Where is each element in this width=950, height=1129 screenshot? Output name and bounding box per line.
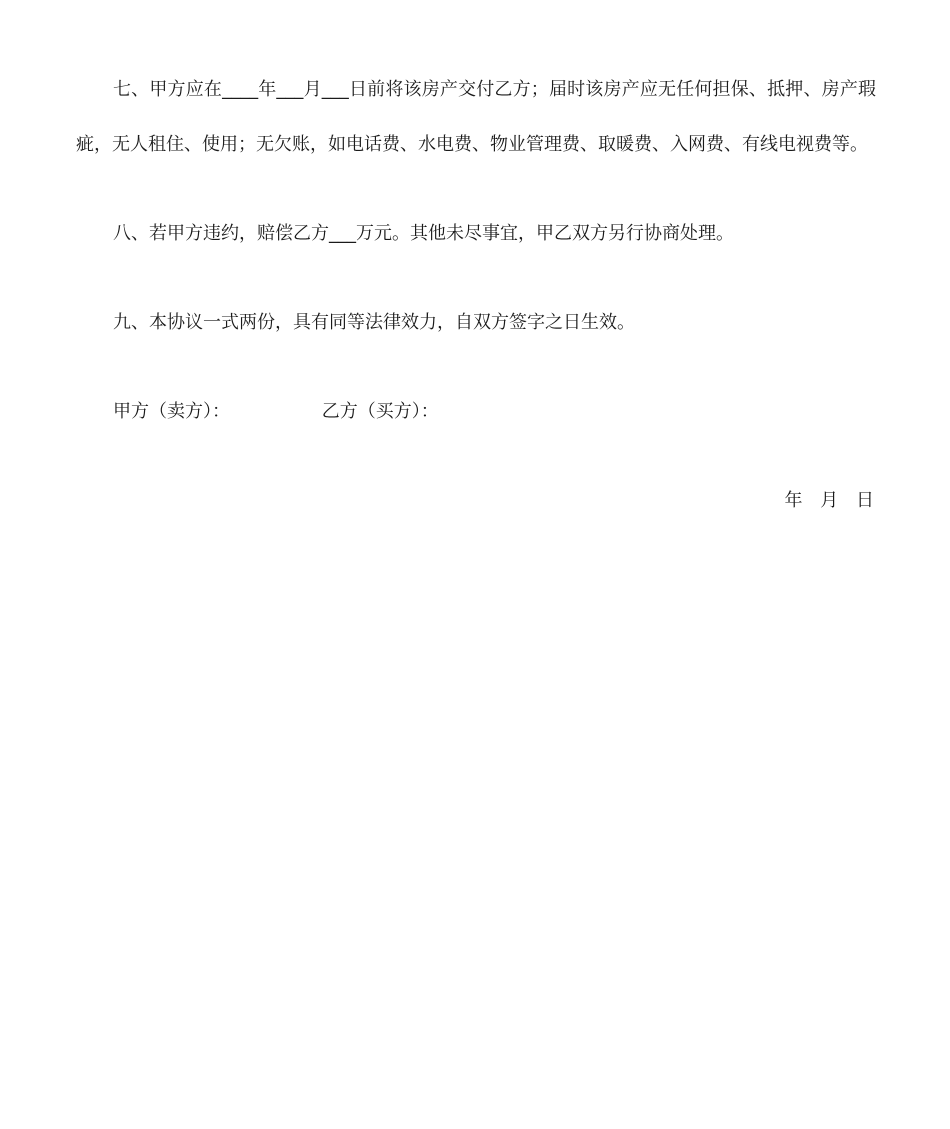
date-month-label: 月 (820, 490, 839, 511)
date-day-label: 日 (856, 490, 874, 511)
party-b-signature-label: 乙方（买方）： (321, 401, 439, 422)
signing-date (785, 473, 874, 528)
signature-row (113, 384, 439, 439)
party-a-signature-label: 甲方（卖方）： (113, 401, 230, 422)
clause-7-paragraph: 七、甲方应在____年___月___日前将该房产交付乙方；届时该房产应无任何担保、抵押、房产瑕疵，无人租住、使用；无欠账，如电话费、水电费、物业管理费、取暖费、入网费、有线电视费等。 (76, 79, 876, 155)
clause-9-paragraph: 九、本协议一式两份，具有同等法律效力，自双方签字之日生效。 (113, 312, 635, 333)
clause-8-paragraph: 八、若甲方违约，赔偿乙方___万元。其他未尽事宜，甲乙双方另行协商处理。 (113, 223, 734, 244)
date-year-label: 年 (784, 490, 803, 511)
